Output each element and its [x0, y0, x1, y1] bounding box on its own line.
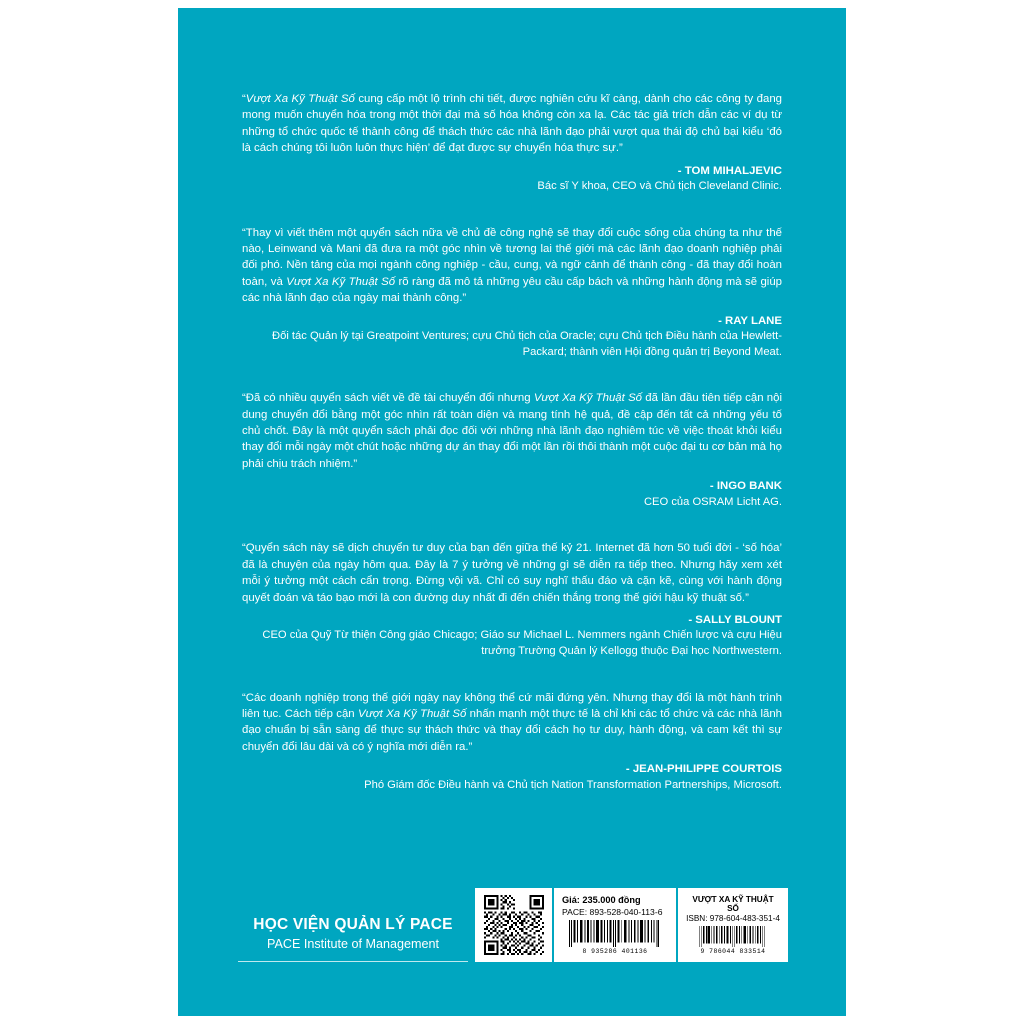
- quote-text: “Đã có nhiều quyển sách viết về đề tài chuyển đổi nhưng Vượt Xa Kỹ Thuật Số đã lần đầu tiên tiếp cận nội dung chuyển đổi bằng một góc nhìn rất toàn diện và mang tính hệ quả, đề cập đến tất cả những yếu tố chủ chốt. Đây là một quyển sách phải đọc đối với những nhà lãnh đạo nghiêm túc về việc thoát khỏi kiểu thay đổi mỗi ngày một chút hoặc những dự án thay đổi một lần rồi thôi thành một cuộc đại tu cơ bản mà họ phải chịu trách nhiệm.”: [242, 392, 783, 470]
- barcode-area: [475, 888, 790, 962]
- book-title-italic: Vượt Xa Kỹ Thuật Số: [533, 392, 643, 405]
- publisher-divider: [238, 961, 468, 962]
- endorsement-block: [242, 390, 782, 510]
- qr-code-icon: [483, 895, 545, 955]
- endorser-name: - TOM MIHALJEVIC: [677, 164, 782, 177]
- endorsement-block: [242, 91, 782, 195]
- publisher-name: HỌC VIỆN QUẢN LÝ PACE: [253, 916, 453, 933]
- isbn-barcode-digits: 9 786044 833514: [700, 948, 766, 955]
- cover-footer: [178, 888, 846, 1008]
- endorser-name: - JEAN-PHILIPPE COURTOIS: [625, 763, 782, 776]
- isbn-book-title: VƯỢT XA KỸ THUẬT SỐ: [692, 895, 774, 913]
- price-label: Giá: 235.000 đồng: [562, 895, 641, 905]
- qr-code-box: [475, 888, 552, 962]
- endorser-role: CEO của OSRAM Licht AG.: [643, 495, 782, 508]
- publisher-subtitle: PACE Institute of Management: [267, 937, 439, 951]
- endorser-role: Bác sĩ Y khoa, CEO và Chủ tịch Cleveland Clinic.: [537, 180, 782, 193]
- quote-text: “Quyển sách này sẽ dịch chuyển tư duy của bạn đến giữa thế kỷ 21. Internet đã hơn 50 tuổi đời - ‘số hóa’ đã là chuyện của ngày hôm qua. Đây là 7 ý tưởng về những gì sẽ diễn ra tiếp theo. Nhưng hãy xem xét mỗi ý tưởng một cách cẩn trọng. Đừng vội vã. Chỉ có suy nghĩ thấu đáo và cặn kẽ, cùng với hành động quyết đoán và táo bạo mới là con đường duy nhất đi đến chiến thắng trong thế giới hậu kỹ thuật số.”: [242, 542, 782, 604]
- book-title-italic: Vượt Xa Kỹ Thuật Số: [286, 275, 396, 288]
- endorser-role: CEO của Quỹ Từ thiện Công giáo Chicago; Giáo sư Michael L. Nemmers ngành Chiến lược và cựu Hiệu trưởng Trường Quản lý Kellogg thuộc Đại học Northwestern.: [262, 629, 782, 657]
- endorser-role: Phó Giám đốc Điều hành và Chủ tịch Nation Transformation Partnerships, Microsoft.: [364, 778, 782, 791]
- pace-code-label: PACE: 893-528-040-113-6: [562, 907, 663, 917]
- endorsements-container: [242, 91, 782, 823]
- endorser-name: - SALLY BLOUNT: [688, 613, 782, 626]
- book-cover: [178, 8, 846, 1016]
- price-box: [554, 888, 676, 962]
- book-title-italic: Vượt Xa Kỹ Thuật Số: [357, 707, 467, 720]
- isbn-number: ISBN: 978-604-483-351-4: [686, 914, 780, 923]
- endorser-role: Đối tác Quản lý tại Greatpoint Ventures; cựu Chủ tịch của Oracle; cựu Chủ tịch Điều hành của Hewlett-Packard; thành viên Hội đồng quản trị Beyond Meat.: [272, 330, 782, 358]
- book-title-italic: Vượt Xa Kỹ Thuật Số: [245, 93, 355, 105]
- isbn-barcode-icon: [686, 926, 780, 947]
- isbn-box: [678, 888, 788, 962]
- endorser-name: - RAY LANE: [718, 314, 782, 327]
- endorsement-block: [242, 690, 782, 794]
- endorser-name: - INGO BANK: [709, 480, 782, 493]
- barcode-icon: [562, 920, 668, 947]
- endorsement-block: [242, 540, 782, 659]
- quote-text: “Các doanh nghiệp trong thế giới ngày nay không thể cứ mãi đứng yên. Nhưng thay đổi là một hành trình liên tục. Cách tiếp cận Vượt Xa Kỹ Thuật Số nhấn mạnh một thực tế là chỉ khi các tổ chức và các nhà lãnh đạo chuẩn bị sẵn sàng để thực sự thách thức và thay đổi cách họ tư duy, hành động, và cam kết thì sự chuyển đổi lâu dài và có ý nghĩa mới diễn ra.”: [242, 691, 782, 753]
- price-barcode-digits: 8 935286 401136: [582, 948, 648, 955]
- publisher-block: [238, 916, 468, 962]
- endorsement-block: [242, 225, 782, 361]
- quote-text: “Thay vì viết thêm một quyển sách nữa về chủ đề công nghệ sẽ thay đổi cuộc sống của chúng ta như thế nào, Leinwand và Mani đã đưa ra một góc nhìn về tương lai thế giới mà các lãnh đạo doanh nghiệp phải đối phó. Nền tảng của mọi ngành công nghiệp - cầu, cung, và ngữ cảnh để thành công - đã thay đổi hoàn toàn, và Vượt Xa Kỹ Thuật Số rõ ràng đã mô tả những yêu cầu cấp bách và những hành động mà sẽ giúp các nhà lãnh đạo của ngày mai thành công.”: [242, 226, 782, 305]
- quote-text: “Vượt Xa Kỹ Thuật Số cung cấp một lộ trình chi tiết, được nghiên cứu kĩ càng, dành cho các công ty đang mong muốn chuyển hóa trong một thời đại mà số hóa không còn xa lạ. Các tác giả trích dẫn các ví dụ từ những tổ chức quốc tế thành công để thách thức các nhà lãnh đạo phải vượt qua thái độ chủ bại kiểu ‘đó là cách chúng tôi luôn luôn thực hiện’ để đạt được sự chuyển hóa thực sự.”: [242, 93, 783, 155]
